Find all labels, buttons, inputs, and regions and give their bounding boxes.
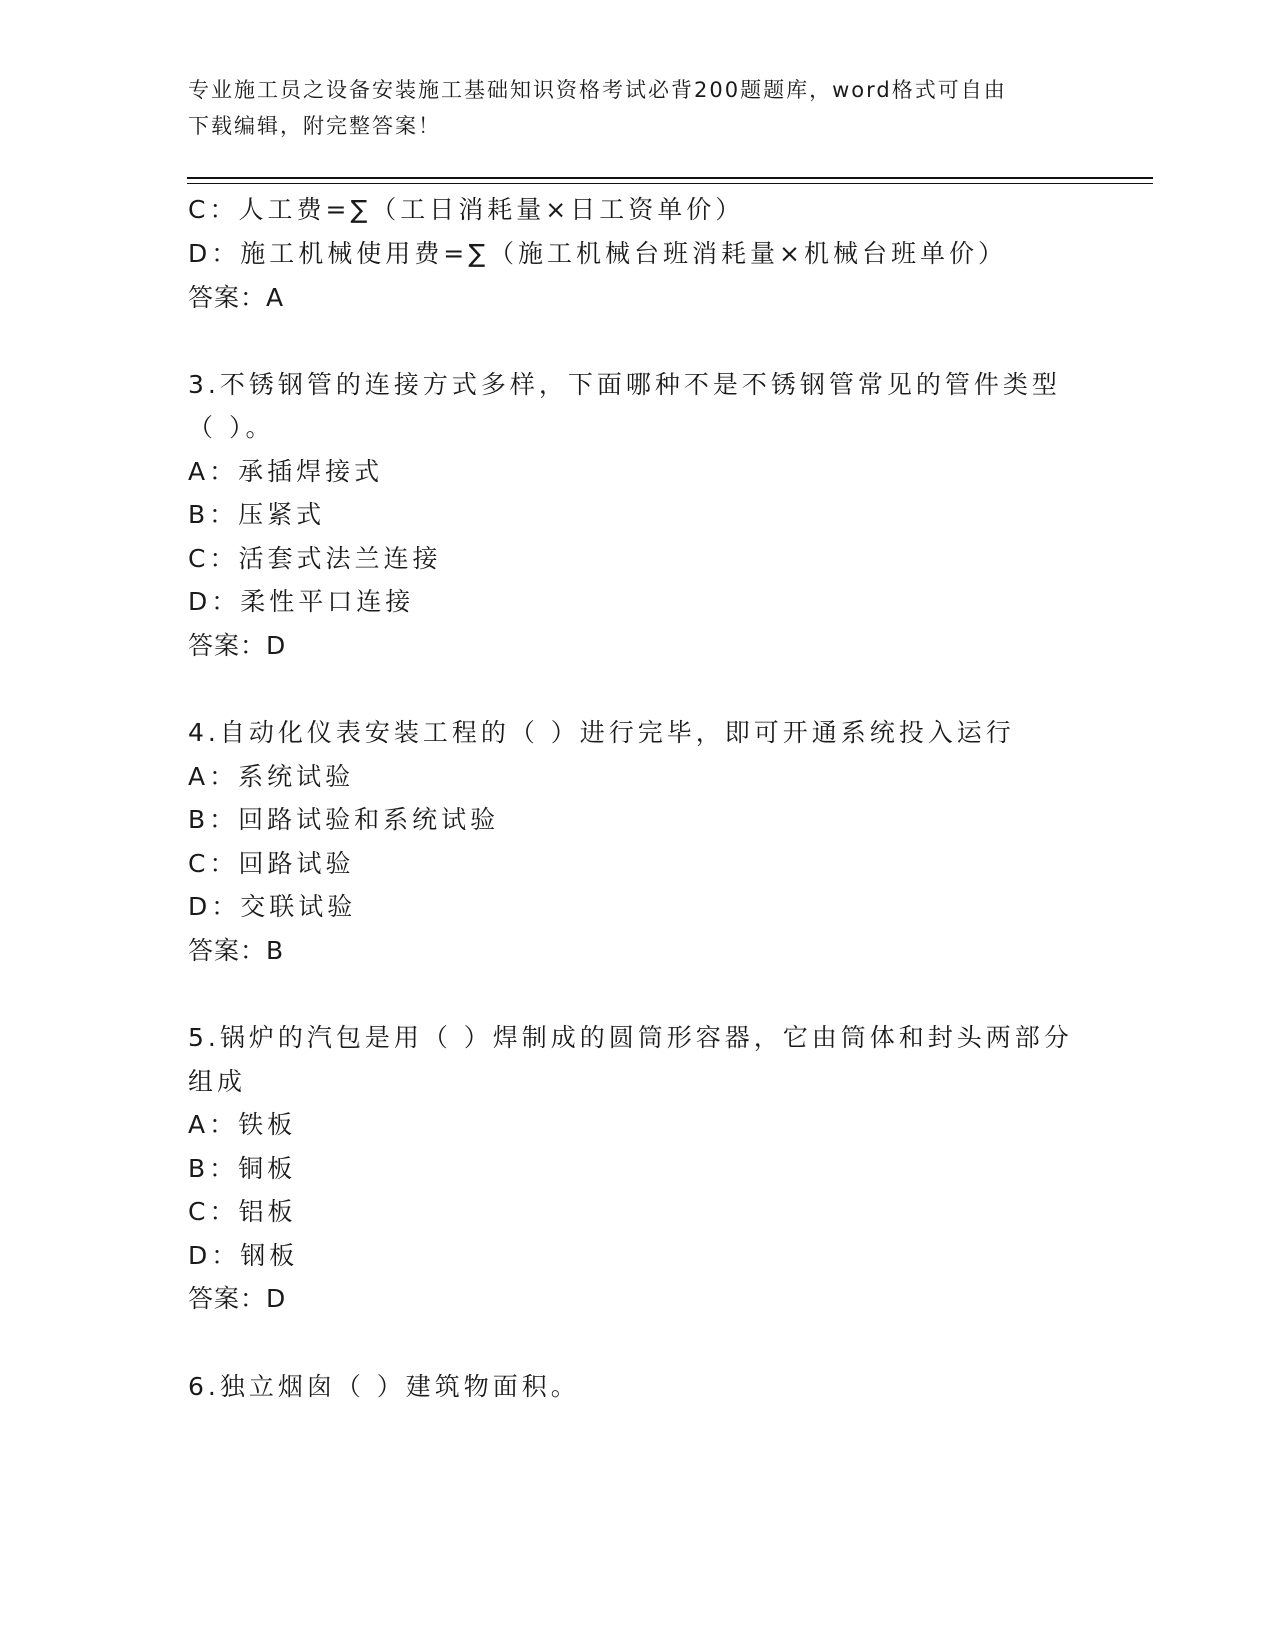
q4-option-b: B：回路试验和系统试验 xyxy=(188,805,500,834)
q2-option-c: C：人工费=∑（工日消耗量×日工资单价） xyxy=(188,195,745,224)
q2-option-d: D：施工机械使用费=∑（施工机械台班消耗量×机械台班单价） xyxy=(188,239,1007,268)
q3-stem-line-1: 3.不锈钢管的连接方式多样，下面哪种不是不锈钢管常见的管件类型 xyxy=(188,370,1061,399)
q5-option-d: D：钢板 xyxy=(188,1241,299,1270)
q2-answer: 答案：A xyxy=(188,283,285,312)
q5-stem-line-2: 组成 xyxy=(188,1067,247,1096)
q4-option-c: C：回路试验 xyxy=(188,849,355,878)
q5-option-c: C：铝板 xyxy=(188,1197,297,1226)
q4-stem-line-1: 4.自动化仪表安装工程的（ ）进行完毕，即可开通系统投入运行 xyxy=(188,718,1015,747)
q5-option-b: B：铜板 xyxy=(188,1154,297,1183)
header-divider-thin xyxy=(187,183,1153,184)
header-line-1: 专业施工员之设备安装施工基础知识资格考试必背200题题库，word格式可自由 xyxy=(188,78,1007,102)
q5-option-a: A：铁板 xyxy=(188,1110,297,1139)
header-line-2: 下载编辑，附完整答案！ xyxy=(188,114,441,138)
q3-option-c: C：活套式法兰连接 xyxy=(188,544,442,573)
q6-stem-line-1: 6.独立烟囱（ ）建筑物面积。 xyxy=(188,1372,580,1401)
q4-option-d: D：交联试验 xyxy=(188,892,357,921)
q3-option-d: D：柔性平口连接 xyxy=(188,587,415,616)
q3-answer: 答案：D xyxy=(188,631,287,660)
q5-stem-line-1: 5.锅炉的汽包是用（ ）焊制成的圆筒形容器，它由筒体和封头两部分 xyxy=(188,1023,1073,1052)
q4-answer: 答案：B xyxy=(188,936,285,965)
document-header xyxy=(188,72,1068,144)
q3-stem-line-2: （ ）。 xyxy=(188,413,275,442)
q3-option-a: A：承插焊接式 xyxy=(188,457,384,486)
q5-answer: 答案：D xyxy=(188,1284,287,1313)
q4-option-a: A：系统试验 xyxy=(188,762,355,791)
header-divider-thick xyxy=(187,177,1153,179)
q3-option-b: B：压紧式 xyxy=(188,500,326,529)
